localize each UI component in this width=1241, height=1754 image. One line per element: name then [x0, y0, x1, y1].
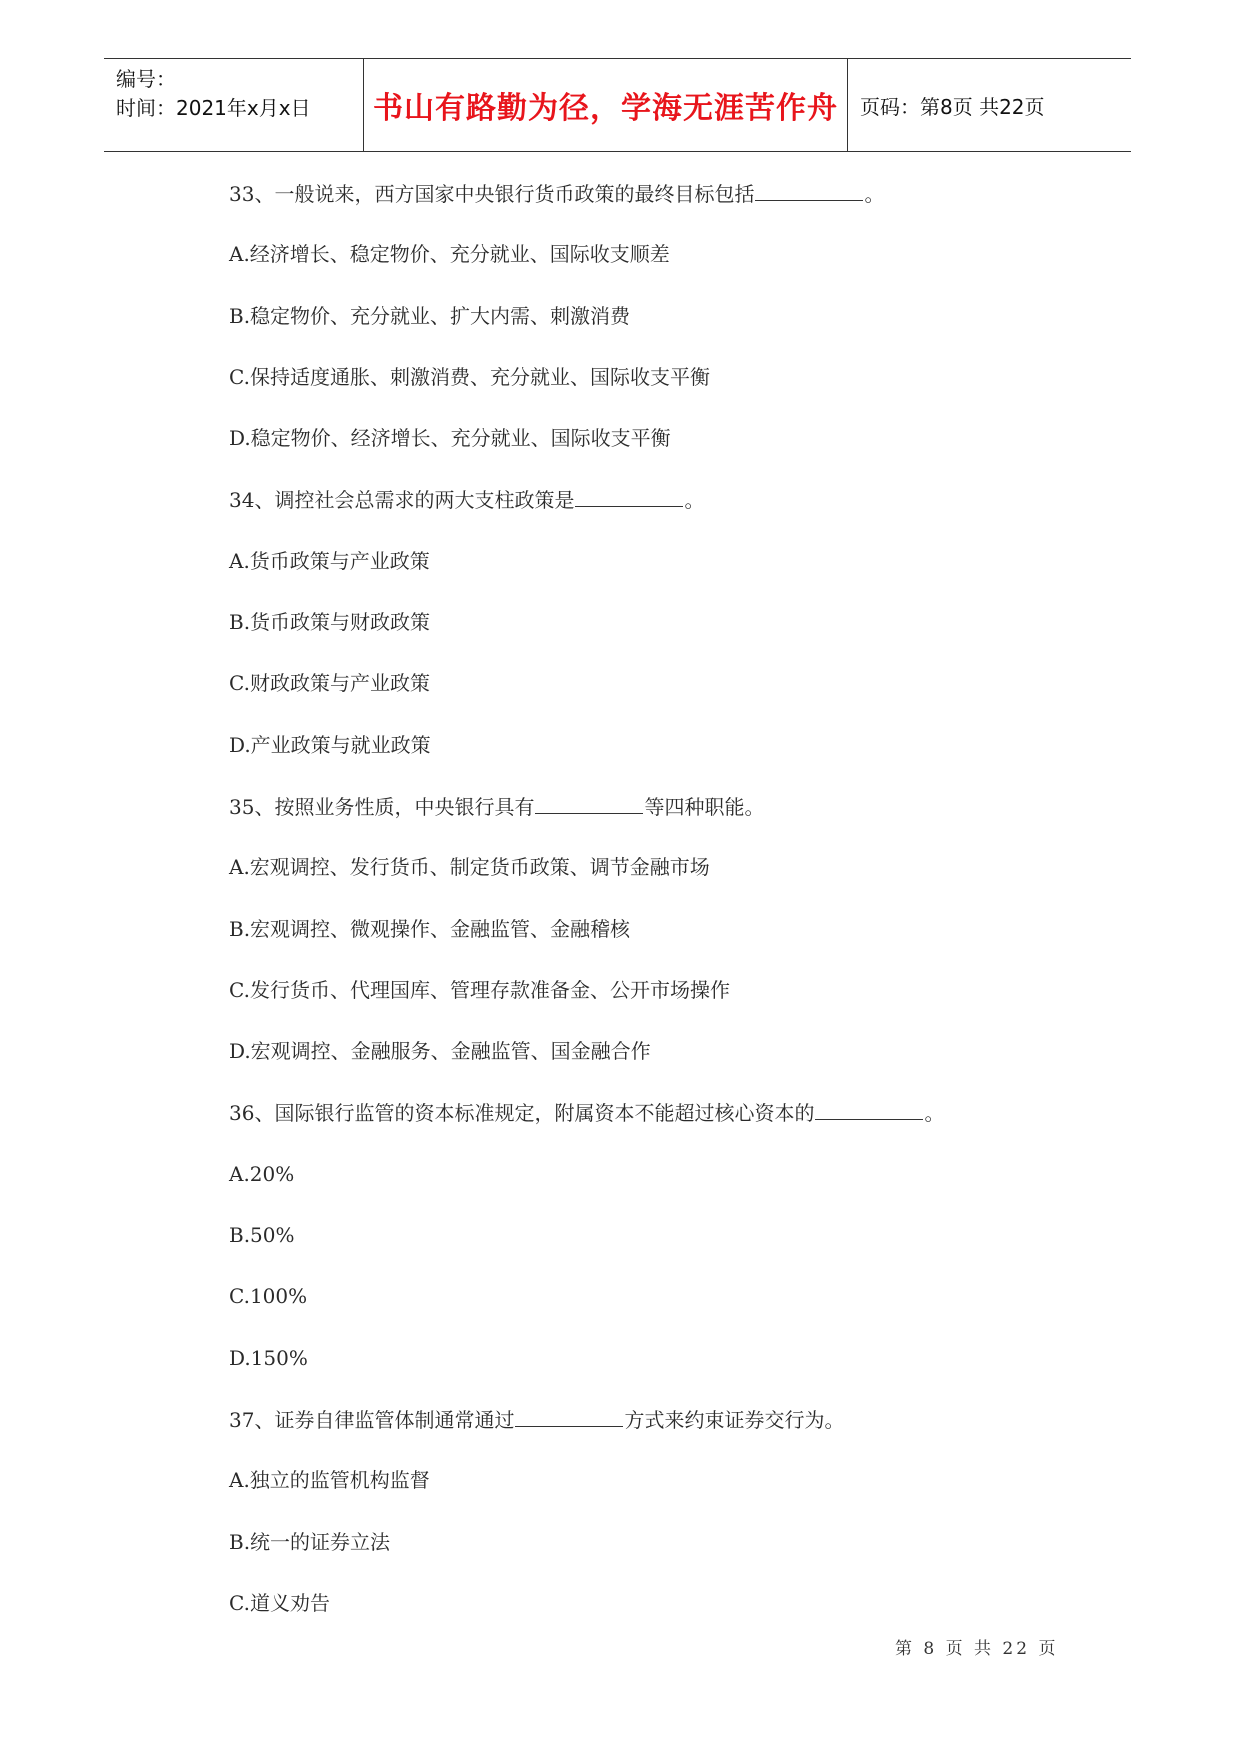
- option-item: A.货币政策与产业政策: [229, 548, 430, 573]
- header-motto: 书山有路勤为径，学海无涯苦作舟: [364, 59, 848, 151]
- option-item: C.财政政策与产业政策: [229, 671, 430, 696]
- option-item: A.独立的监管机构监督: [229, 1468, 430, 1493]
- option-item: D.150%: [229, 1345, 308, 1370]
- option-item: C.发行货币、代理国库、管理存款准备金、公开市场操作: [229, 977, 730, 1002]
- option-item: B.货币政策与财政政策: [229, 610, 431, 635]
- answer-blank: [815, 1097, 923, 1120]
- option-item: A.宏观调控、发行货币、制定货币政策、调节金融市场: [229, 855, 710, 880]
- page-header: [104, 58, 1131, 152]
- header-left-cell: [104, 59, 364, 151]
- option-item: D.产业政策与就业政策: [229, 732, 431, 757]
- option-item: D.稳定物价、经济增长、充分就业、国际收支平衡: [229, 426, 671, 451]
- answer-blank: [575, 484, 683, 507]
- document-body: [229, 178, 1089, 1649]
- option-item: A.经济增长、稳定物价、充分就业、国际收支顺差: [229, 242, 670, 267]
- question-stem: 36、国际银行监管的资本标准规定，附属资本不能超过核心资本的 。: [229, 1097, 1089, 1158]
- serial-label: 编号：: [116, 67, 176, 91]
- option-item: C.100%: [229, 1284, 308, 1309]
- option-item: A.20%: [229, 1161, 295, 1186]
- answer-blank: [515, 1404, 623, 1427]
- option-item: C.保持适度通胀、刺激消费、充分就业、国际收支平衡: [229, 364, 710, 389]
- answer-blank: [535, 791, 643, 814]
- option-item: B.50%: [229, 1223, 295, 1248]
- question-stem: 34、调控社会总需求的两大支柱政策是 。: [229, 484, 1089, 545]
- option-item: B.宏观调控、微观操作、金融监管、金融稽核: [229, 916, 631, 941]
- header-page-info: 页码：第8页 共22页: [860, 94, 1045, 119]
- answer-blank: [755, 178, 863, 201]
- time-label: 时间：2021年x月x日: [116, 96, 311, 120]
- option-item: D.宏观调控、金融服务、金融监管、国金融合作: [229, 1039, 651, 1064]
- option-item: B.统一的证券立法: [229, 1529, 391, 1554]
- question-stem: 37、证券自律监管体制通常通过 方式来约束证券交行为。: [229, 1404, 1089, 1465]
- question-stem: 35、按照业务性质，中央银行具有 等四种职能。: [229, 791, 1089, 852]
- page-footer: 第 8 页 共 22 页: [895, 1639, 1059, 1659]
- question-stem: 33、一般说来，西方国家中央银行货币政策的最终目标包括 。: [229, 178, 1089, 239]
- option-item: B.稳定物价、充分就业、扩大内需、刺激消费: [229, 303, 631, 328]
- option-item: C.道义劝告: [229, 1590, 330, 1615]
